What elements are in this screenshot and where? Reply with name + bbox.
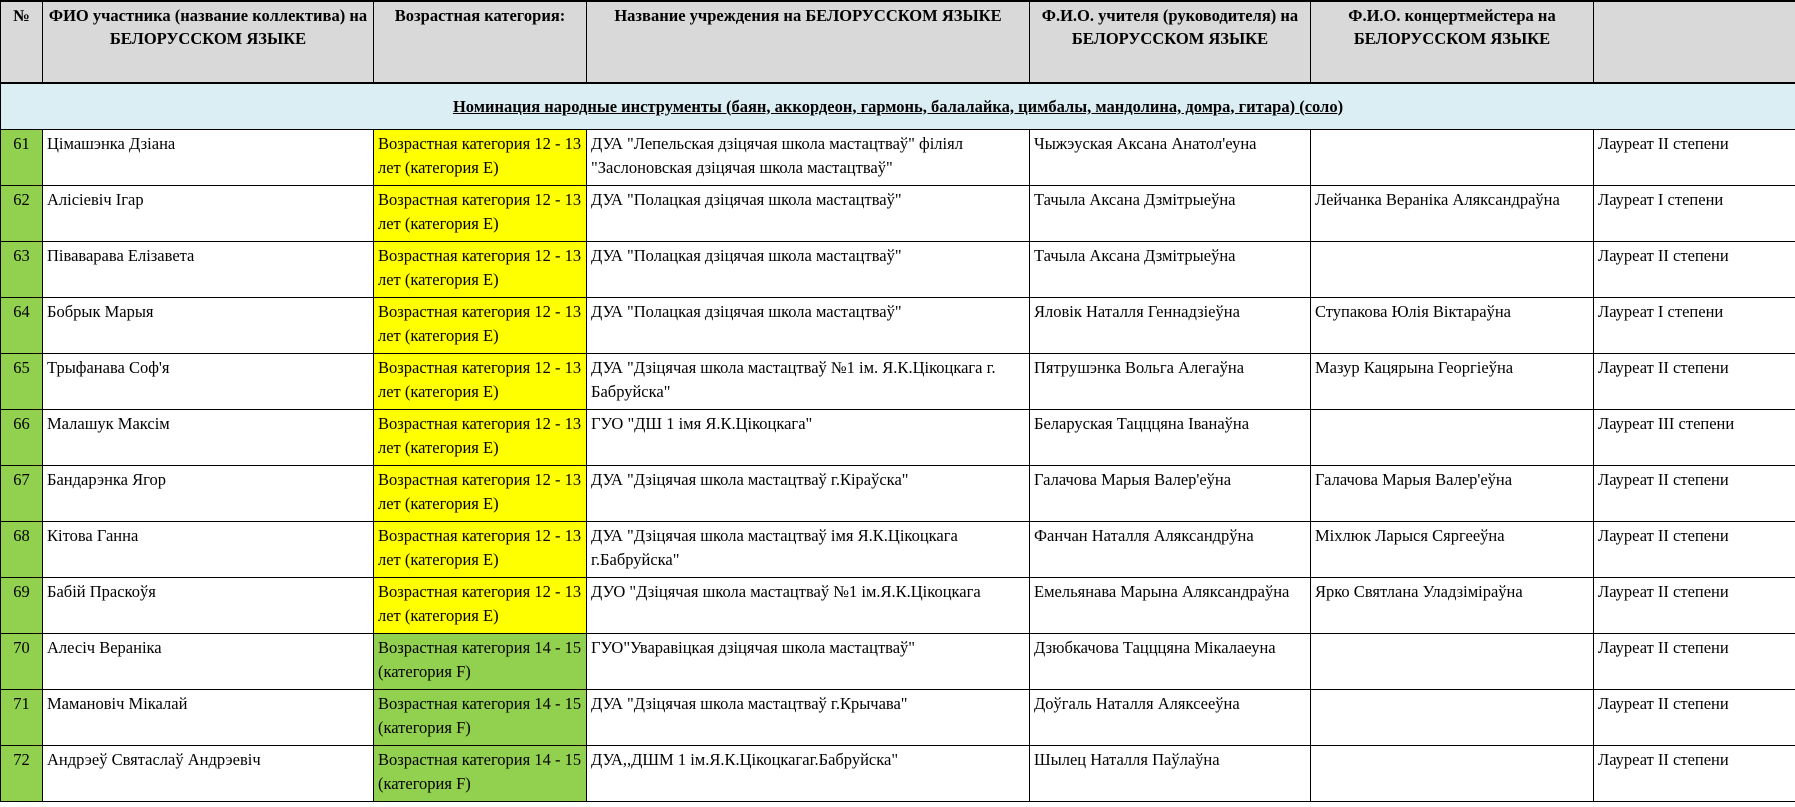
cell-num[interactable]: 67: [1, 466, 43, 522]
table-row: [1, 522, 1795, 578]
cell-result[interactable]: Лауреат I степени: [1594, 186, 1795, 242]
cell-teacher[interactable]: Галачова Марыя Валер'еўна: [1030, 466, 1311, 522]
cell-institution[interactable]: ДУА "Дзіцячая школа мастацтваў г.Крычава": [587, 690, 1030, 746]
cell-accompanist[interactable]: Лейчанка Веранiка Аляксандраўна: [1311, 186, 1594, 242]
cell-participant[interactable]: Мамановіч Мікалай: [43, 690, 374, 746]
cell-teacher[interactable]: Шылец Наталля Паўлаўна: [1030, 746, 1311, 802]
cell-participant[interactable]: Бандарэнка Ягор: [43, 466, 374, 522]
cell-num[interactable]: 66: [1, 410, 43, 466]
cell-age-category[interactable]: Возрастная категория 14 - 15 (категория F): [374, 634, 587, 690]
header-row: [1, 1, 1795, 83]
cell-age-category[interactable]: Возрастная категория 12 - 13 лет (категория Е): [374, 186, 587, 242]
cell-result[interactable]: Лауреат II степени: [1594, 242, 1795, 298]
cell-result[interactable]: Лауреат II степени: [1594, 690, 1795, 746]
cell-accompanist[interactable]: [1311, 746, 1594, 802]
cell-participant[interactable]: Андрэеў Святаслаў Андрэевіч: [43, 746, 374, 802]
cell-institution[interactable]: ДУА "Дзіцячая школа мастацтваў г.Кіраўска": [587, 466, 1030, 522]
cell-teacher[interactable]: Беларуская Тацццяна Іванаўна: [1030, 410, 1311, 466]
cell-participant[interactable]: Цімашэнка Дзіана: [43, 130, 374, 186]
cell-participant[interactable]: Алісіевіч Ігар: [43, 186, 374, 242]
cell-num[interactable]: 61: [1, 130, 43, 186]
nomination-title[interactable]: Номинация народные инструменты (баян, аккордеон, гармонь, балалайка, цимбалы, мандолина, домра, гитара) (соло): [1, 83, 1795, 130]
cell-teacher[interactable]: Тачыла Аксана Дзмітрыеўна: [1030, 186, 1311, 242]
cell-accompanist[interactable]: [1311, 410, 1594, 466]
cell-age-category[interactable]: Возрастная категория 12 - 13 лет (категория Е): [374, 298, 587, 354]
cell-age-category[interactable]: Возрастная категория 14 - 15 (категория F): [374, 746, 587, 802]
cell-institution[interactable]: ГУО"Уваравіцкая дзіцячая школа мастацтваў": [587, 634, 1030, 690]
cell-result[interactable]: Лауреат II степени: [1594, 578, 1795, 634]
cell-num[interactable]: 63: [1, 242, 43, 298]
cell-num[interactable]: 68: [1, 522, 43, 578]
cell-teacher[interactable]: Яловік Наталля Геннадзіеўна: [1030, 298, 1311, 354]
cell-accompanist[interactable]: [1311, 242, 1594, 298]
cell-result[interactable]: Лауреат II степени: [1594, 354, 1795, 410]
table-row: [1, 634, 1795, 690]
cell-num[interactable]: 72: [1, 746, 43, 802]
header-accompanist[interactable]: Ф.И.О. концертмейстера на БЕЛОРУССКОМ ЯЗЫКЕ: [1311, 1, 1594, 83]
table-row: [1, 690, 1795, 746]
cell-age-category[interactable]: Возрастная категория 12 - 13 лет (категория Е): [374, 466, 587, 522]
table-row: [1, 354, 1795, 410]
cell-institution[interactable]: ГУО "ДШ 1 імя Я.К.Цікоцкага": [587, 410, 1030, 466]
cell-institution[interactable]: ДУА "Дзіцячая школа мастацтваў №1 ім. Я.К.Цікоцкага г. Бабруйска": [587, 354, 1030, 410]
cell-accompanist[interactable]: Мазур Кацярына Георгіеўна: [1311, 354, 1594, 410]
cell-accompanist[interactable]: Ступакова Юлія Віктараўна: [1311, 298, 1594, 354]
cell-num[interactable]: 69: [1, 578, 43, 634]
cell-participant[interactable]: Трыфанава Соф'я: [43, 354, 374, 410]
cell-teacher[interactable]: Доўгаль Наталля Аляксееўна: [1030, 690, 1311, 746]
cell-teacher[interactable]: Дзюбкачова Тацццяна Мікалаеуна: [1030, 634, 1311, 690]
cell-accompanist[interactable]: [1311, 130, 1594, 186]
cell-teacher[interactable]: Чыжэуская Аксана Анатол'еуна: [1030, 130, 1311, 186]
cell-result[interactable]: Лауреат II степени: [1594, 466, 1795, 522]
cell-accompanist[interactable]: Галачова Марыя Валер'еўна: [1311, 466, 1594, 522]
cell-accompanist[interactable]: [1311, 634, 1594, 690]
table-row: [1, 578, 1795, 634]
cell-result[interactable]: Лауреат II степени: [1594, 746, 1795, 802]
table-row: [1, 466, 1795, 522]
cell-teacher[interactable]: Пятрушэнка Вольга Алегаўна: [1030, 354, 1311, 410]
header-result[interactable]: [1594, 1, 1795, 83]
cell-num[interactable]: 71: [1, 690, 43, 746]
cell-age-category[interactable]: Возрастная категория 14 - 15 (категория F): [374, 690, 587, 746]
cell-result[interactable]: Лауреат I степени: [1594, 298, 1795, 354]
cell-age-category[interactable]: Возрастная категория 12 - 13 лет (категория Е): [374, 354, 587, 410]
cell-age-category[interactable]: Возрастная категория 12 - 13 лет (категория Е): [374, 410, 587, 466]
nomination-row: [1, 83, 1795, 130]
cell-institution[interactable]: ДУА "Полацкая дзіцячая школа мастацтваў": [587, 186, 1030, 242]
cell-institution[interactable]: ДУА "Дзіцячая школа мастацтваў імя Я.К.Цікоцкага г.Бабруйска": [587, 522, 1030, 578]
cell-teacher[interactable]: Емельянава Марына Аляксандраўна: [1030, 578, 1311, 634]
cell-participant[interactable]: Бобрык Марыя: [43, 298, 374, 354]
cell-participant[interactable]: Алесіч Веранiка: [43, 634, 374, 690]
header-participant[interactable]: ФИО участника (название коллектива) на БЕЛОРУССКОМ ЯЗЫКЕ: [43, 1, 374, 83]
cell-teacher[interactable]: Фанчан Наталля Аляксандрўна: [1030, 522, 1311, 578]
cell-participant[interactable]: Бабій Праскоўя: [43, 578, 374, 634]
cell-accompanist[interactable]: [1311, 690, 1594, 746]
cell-result[interactable]: Лауреат II степени: [1594, 522, 1795, 578]
cell-result[interactable]: Лауреат II степени: [1594, 130, 1795, 186]
cell-institution[interactable]: ДУА,,ДШМ 1 ім.Я.К.Цікоцкагаг.Бабруйска": [587, 746, 1030, 802]
cell-institution[interactable]: ДУА "Полацкая дзіцячая школа мастацтваў": [587, 242, 1030, 298]
cell-num[interactable]: 62: [1, 186, 43, 242]
cell-age-category[interactable]: Возрастная категория 12 - 13 лет (категория Е): [374, 522, 587, 578]
cell-participant[interactable]: Кітова Ганна: [43, 522, 374, 578]
table-row: [1, 746, 1795, 802]
header-teacher[interactable]: Ф.И.О. учителя (руководителя) на БЕЛОРУССКОМ ЯЗЫКЕ: [1030, 1, 1311, 83]
header-age-category[interactable]: Возрастная категория:: [374, 1, 587, 83]
header-institution[interactable]: Название учреждения на БЕЛОРУССКОМ ЯЗЫКЕ: [587, 1, 1030, 83]
cell-institution[interactable]: ДУА "Полацкая дзіцячая школа мастацтваў": [587, 298, 1030, 354]
cell-teacher[interactable]: Тачыла Аксана Дзмітрыеўна: [1030, 242, 1311, 298]
cell-result[interactable]: Лауреат III степени: [1594, 410, 1795, 466]
cell-age-category[interactable]: Возрастная категория 12 - 13 лет (категория Е): [374, 242, 587, 298]
cell-num[interactable]: 65: [1, 354, 43, 410]
cell-num[interactable]: 64: [1, 298, 43, 354]
table-row: [1, 130, 1795, 186]
cell-institution[interactable]: ДУО "Дзіцячая школа мастацтваў №1 ім.Я.К.Цікоцкага: [587, 578, 1030, 634]
table-row: [1, 186, 1795, 242]
cell-age-category[interactable]: Возрастная категория 12 - 13 лет (категория Е): [374, 578, 587, 634]
cell-participant[interactable]: Малашук Максім: [43, 410, 374, 466]
header-num[interactable]: №: [1, 1, 43, 83]
cell-accompanist[interactable]: Міхлюк Ларыся Сяргееўна: [1311, 522, 1594, 578]
cell-accompanist[interactable]: Ярко Святлана Уладзіміраўна: [1311, 578, 1594, 634]
table-row: [1, 298, 1795, 354]
cell-institution[interactable]: ДУА "Лепельская дзіцячая школа мастацтваў" філіял "Заслоновская дзіцячая школа мастацтваў": [587, 130, 1030, 186]
table-row: [1, 242, 1795, 298]
cell-age-category[interactable]: Возрастная категория 12 - 13 лет (категория Е): [374, 130, 587, 186]
cell-num[interactable]: 70: [1, 634, 43, 690]
cell-result[interactable]: Лауреат II степени: [1594, 634, 1795, 690]
cell-participant[interactable]: Піваварава Елізавета: [43, 242, 374, 298]
table-row: [1, 410, 1795, 466]
